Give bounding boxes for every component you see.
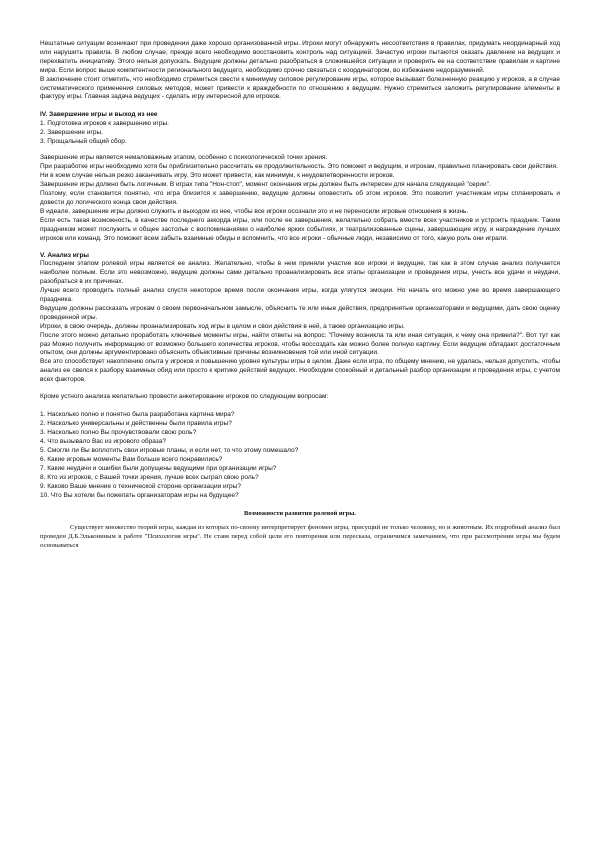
paragraph: В идеале, завершение игры должно служить и выходом из нее, чтобы все игроки осознали это и не переносили игровые отношения в жизнь. xyxy=(40,207,469,215)
question-item: 9. Каково Ваше мнение о технической стороне организации игры? xyxy=(40,483,241,490)
paragraph: Игроки, в свою очередь, должны проанализировать ход игры в целом и свои действия в ней, а также организацию игры. xyxy=(40,322,405,330)
question-item: 7. Какие неудачи и ошибки были допущены ведущими при организации игры? xyxy=(40,465,277,472)
question-item: 6. Какие игровые моменты Вам больше всего понравились? xyxy=(40,456,223,463)
paragraph: Последним этапом ролевой игры является ее анализ. Желательно, чтобы в нем приняли участие все игроки и ведущие, так как в этом случае анализ получается наиболее полным. Если это невозможно, ведущие должны сами детально проанализировать все этапы организации и проведения игры, учесть все удачи и неудачи, разобраться в их причинах. xyxy=(40,260,560,286)
list-item: 1. Подготовка игроков к завершению игры. xyxy=(40,120,169,128)
paragraph: Завершение игры является немаловажным этапом, особенно с психологической точки зрения. xyxy=(40,154,328,162)
section-heading-v: V. Анализ игры xyxy=(40,252,89,260)
intro-paragraph: Нештатные ситуации возникают при проведении даже хорошо организованной игры. Игроки могут обнаружить несоответствия в правилах, придумать неординарный ход или нарушить правила. В любом случае, прежде всего необходимо восстановить контроль над ситуацией. Зачастую игроки пытаются оказать давление на ведущих и перехватить инициативу. Этого нельзя допускать. Ведущие должны детально разобраться в сложившейся ситуации и проверить ее на соответствие правилам и картине мира. Если вопрос выше компетентности регионального ведущего, необходимо срочно связаться с координатором, во избежание недоразумений. xyxy=(40,40,560,74)
question-item: 4. Что вызывало Вас из игрового образа? xyxy=(40,438,166,445)
paragraph: Лучше всего проводить полный анализ спустя некоторое время после окончания игры, когда улягутся эмоции. Но начать его можно уже во время завершающего праздника. xyxy=(40,287,560,304)
question-item: 3. Насколько полно Вы прочувствовали свою роль? xyxy=(40,429,197,436)
paragraph: Ведущие должны рассказать игрокам о своем первоначальном замысле, объяснить те или иные действия, предпринятые организаторами и ведущими, дать свою оценку проведенной игры. xyxy=(40,304,560,321)
intro-paragraph: В заключение стоит отметить, что необходимо стремиться свести к минимуму силовое регулирование игры, которое вызывает болезненную реакцию у игроков, а в случае систематического применения силовых методов, может привести к враждебности по отношению к ведущим. Нужно стремиться заложить регулирование элементы в фактуру игры. Главная задача ведущих - сделать игру интересной для игроков. xyxy=(40,75,560,101)
paragraph: Завершение игры должно быть логичным. В играх типа "Нон-стоп", момент окончания игры должен быть интересен для начала следующей "серии". xyxy=(40,181,491,189)
question-item: 2. Насколько универсальны и действенны были правила игры? xyxy=(40,420,232,427)
paragraph: Все это способствует накоплению опыта у игроков и повышению уровня культуры игры в целом. Даже если игра, по общему мнению, не удалась, нельзя допустить, чтобы анализ ее свелся к разбору взаимных обид или просто к критике действий ведущих. Необходим спокойный и детальный разбор организации и проведения игры, с учетом всех факторов. xyxy=(40,358,560,384)
section-heading-iv: IV. Завершение игры и выход из нее xyxy=(40,111,158,119)
question-item: 5. Смогли ли Вы воплотить свои игровые планы, и если нет, то что этому помешало? xyxy=(40,447,299,454)
paragraph: Если есть такая возможность, в качестве последнего аккорда игры, или после ее завершения, желательно собрать вместе всех участников и устроить праздник. Таким праздником может послужить и общее застолье с воспоминаниями о наиболее ярких событиях, и театрализованные сцены, завершающие игру, и награждение лучших игроков или команд. Это поможет всем забыть взаимные обиды и вспомнить, что все игроки - обычные люди, независимо от того, какую роль они играли. xyxy=(40,216,560,242)
list-item: 3. Прощальный общий сбор. xyxy=(40,138,127,146)
paragraph: При разработке игры необходимо хотя бы приблизительно рассчитать ее продолжительность. Это поможет и ведущим, и игрокам, правильно планировать свои действия. xyxy=(40,163,558,171)
list-item: 2. Завершение игры. xyxy=(40,129,103,137)
paragraph: После этого можно детально проработать ключевые моменты игры, найти ответы на вопрос: "Почему возникла та или иная ситуация, к чему она привела?". Вот тут как раз Можно получить информацию от возможно большего количества игроков, чтобы воссоздать как можно более полную картину. Если ведущие обладают достаточным опытом, они должны аргументировано объяснить объективные причины возникновения той или иной ситуации. xyxy=(40,331,560,357)
questionnaire-intro: Кроме устного анализа желательно провести анкетирование игроков по следующим вопросам: xyxy=(40,393,329,401)
question-item: 10. Что Вы хотели бы пожелать организаторам игры на будущее? xyxy=(40,492,239,499)
appendix-title: Возможности развития ролевой игры. xyxy=(244,510,356,517)
question-item: 8. Кто из игроков, с Вашей точки зрения, лучше всех сыграл свою роль? xyxy=(40,474,259,481)
appendix-paragraph: Существует множество теорий игры, каждая из которых по-своему интерпретирует феномен игры, присущий не только человеку, но и животным. Их подробный анализ был проведен Д.Б.Элькониным в работе "Психология игры". Не ставя перед собой цели его повторения или пересказа, ограничимся замечанием, что при рассмотрении игры мы будем основываться xyxy=(40,524,560,550)
document-body xyxy=(40,40,560,551)
paragraph: Поэтому, если становится понятно, что игра близится к завершению, ведущие должны оповестить об этом игроков. Это позволит участникам игры спланировать и довести до логического конца свои действия. xyxy=(40,189,560,206)
question-item: 1. Насколько полно и понятно была разработана картина мира? xyxy=(40,411,235,418)
paragraph: Ни в коем случае нельзя резко заканчивать игру. Это может привести, как минимум, к неудовлетворенности игроков. xyxy=(40,172,395,180)
